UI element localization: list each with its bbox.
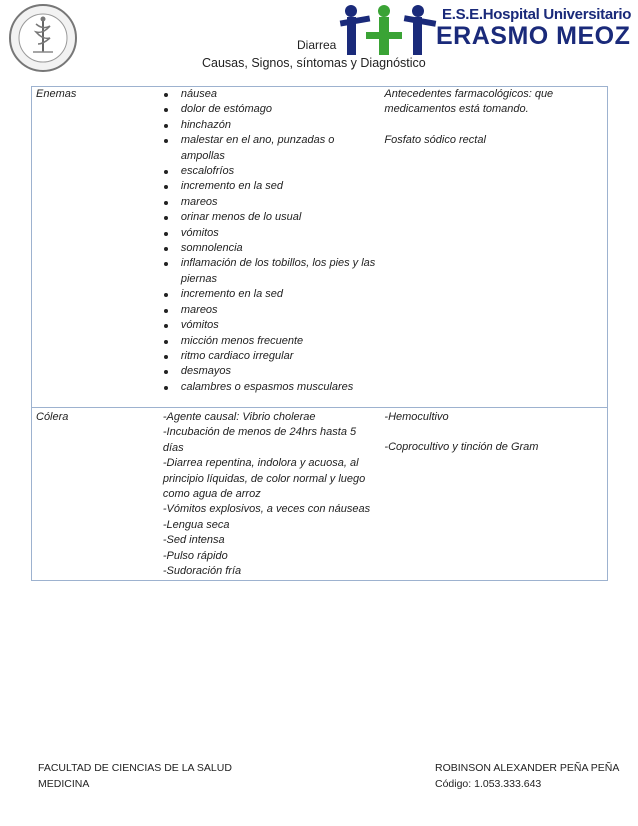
university-seal-logo: [3, 2, 83, 74]
list-item: micción menos frecuente: [163, 334, 377, 349]
document-title: Diarrea: [297, 38, 337, 52]
footer-program: MEDICINA: [38, 777, 90, 790]
symptom-line: -Lengua seca: [162, 518, 230, 531]
hospital-logo: [338, 2, 632, 60]
diagnosis-text: -Coprocultivo y tinción de Gram: [384, 441, 539, 454]
list-item: orinar menos de lo usual: [163, 210, 377, 225]
list-item: inflamación de los tobillos, los pies y las piernas: [163, 256, 377, 287]
list-item: dolor de estómago: [163, 102, 377, 117]
symptom-line: -Sudoración fría: [162, 565, 242, 578]
hospital-logo-line1: E.S.E.Hospital Universitario: [442, 6, 632, 23]
list-item: calambres o espasmos musculares: [163, 380, 377, 395]
list-item: náusea: [163, 87, 377, 102]
symptom-line: -Vómitos explosivos, a veces con náuseas: [162, 503, 371, 516]
list-item: somnolencia: [163, 241, 377, 256]
symptoms-cell: [159, 87, 381, 408]
footer-code: Código: 1.053.333.643: [435, 777, 542, 790]
list-item: escalofríos: [163, 164, 377, 179]
footer-right: [435, 761, 619, 792]
diagnosis-cell: [380, 408, 607, 581]
footer-left: [38, 761, 232, 792]
cause-cell: Cólera: [36, 411, 69, 423]
document-subtitle: Causas, Signos, síntomas y Diagnóstico: [202, 56, 426, 70]
list-item: malestar en el ano, punzadas o ampollas: [163, 133, 377, 164]
list-item: vómitos: [163, 318, 377, 333]
symptom-line: -Incubación de menos de 24hrs hasta 5 días: [162, 426, 357, 454]
causes-table: [31, 86, 608, 581]
symptom-line: -Diarrea repentina, indolora y acuosa, al principio líquidas, de color normal y luego como agua de arroz: [162, 457, 366, 501]
list-item: mareos: [163, 195, 377, 210]
hospital-logo-line2: ERASMO MEOZ: [436, 22, 631, 50]
list-item: incremento en la sed: [163, 287, 377, 302]
list-item: hinchazón: [163, 118, 377, 133]
diagnosis-text: Antecedentes farmacológicos: que medicamentos está tomando.: [384, 88, 554, 116]
cause-cell: Enemas: [32, 87, 159, 408]
symptom-line: -Sed intensa: [162, 534, 225, 547]
list-item: vómitos: [163, 226, 377, 241]
footer-author: ROBINSON ALEXANDER PEÑA PEÑA: [435, 762, 620, 774]
diagnosis-text: Fosfato sódico rectal: [384, 133, 486, 146]
hospital-figures-icon: [338, 2, 438, 58]
list-item: mareos: [163, 303, 377, 318]
symptoms-list: [163, 87, 377, 395]
table-row: [32, 408, 608, 581]
diagnosis-text: -Hemocultivo: [384, 411, 449, 423]
symptoms-cell: [159, 408, 381, 581]
list-item: incremento en la sed: [163, 179, 377, 194]
diagnosis-cell: [380, 87, 607, 408]
list-item: desmayos: [163, 364, 377, 379]
footer-faculty: FACULTAD DE CIENCIAS DE LA SALUD: [38, 762, 232, 774]
symptom-line: -Pulso rápido: [162, 549, 228, 562]
table-row: [32, 87, 608, 408]
symptom-line: -Agente causal: Vibrio cholerae: [162, 411, 316, 423]
list-item: ritmo cardiaco irregular: [163, 349, 377, 364]
